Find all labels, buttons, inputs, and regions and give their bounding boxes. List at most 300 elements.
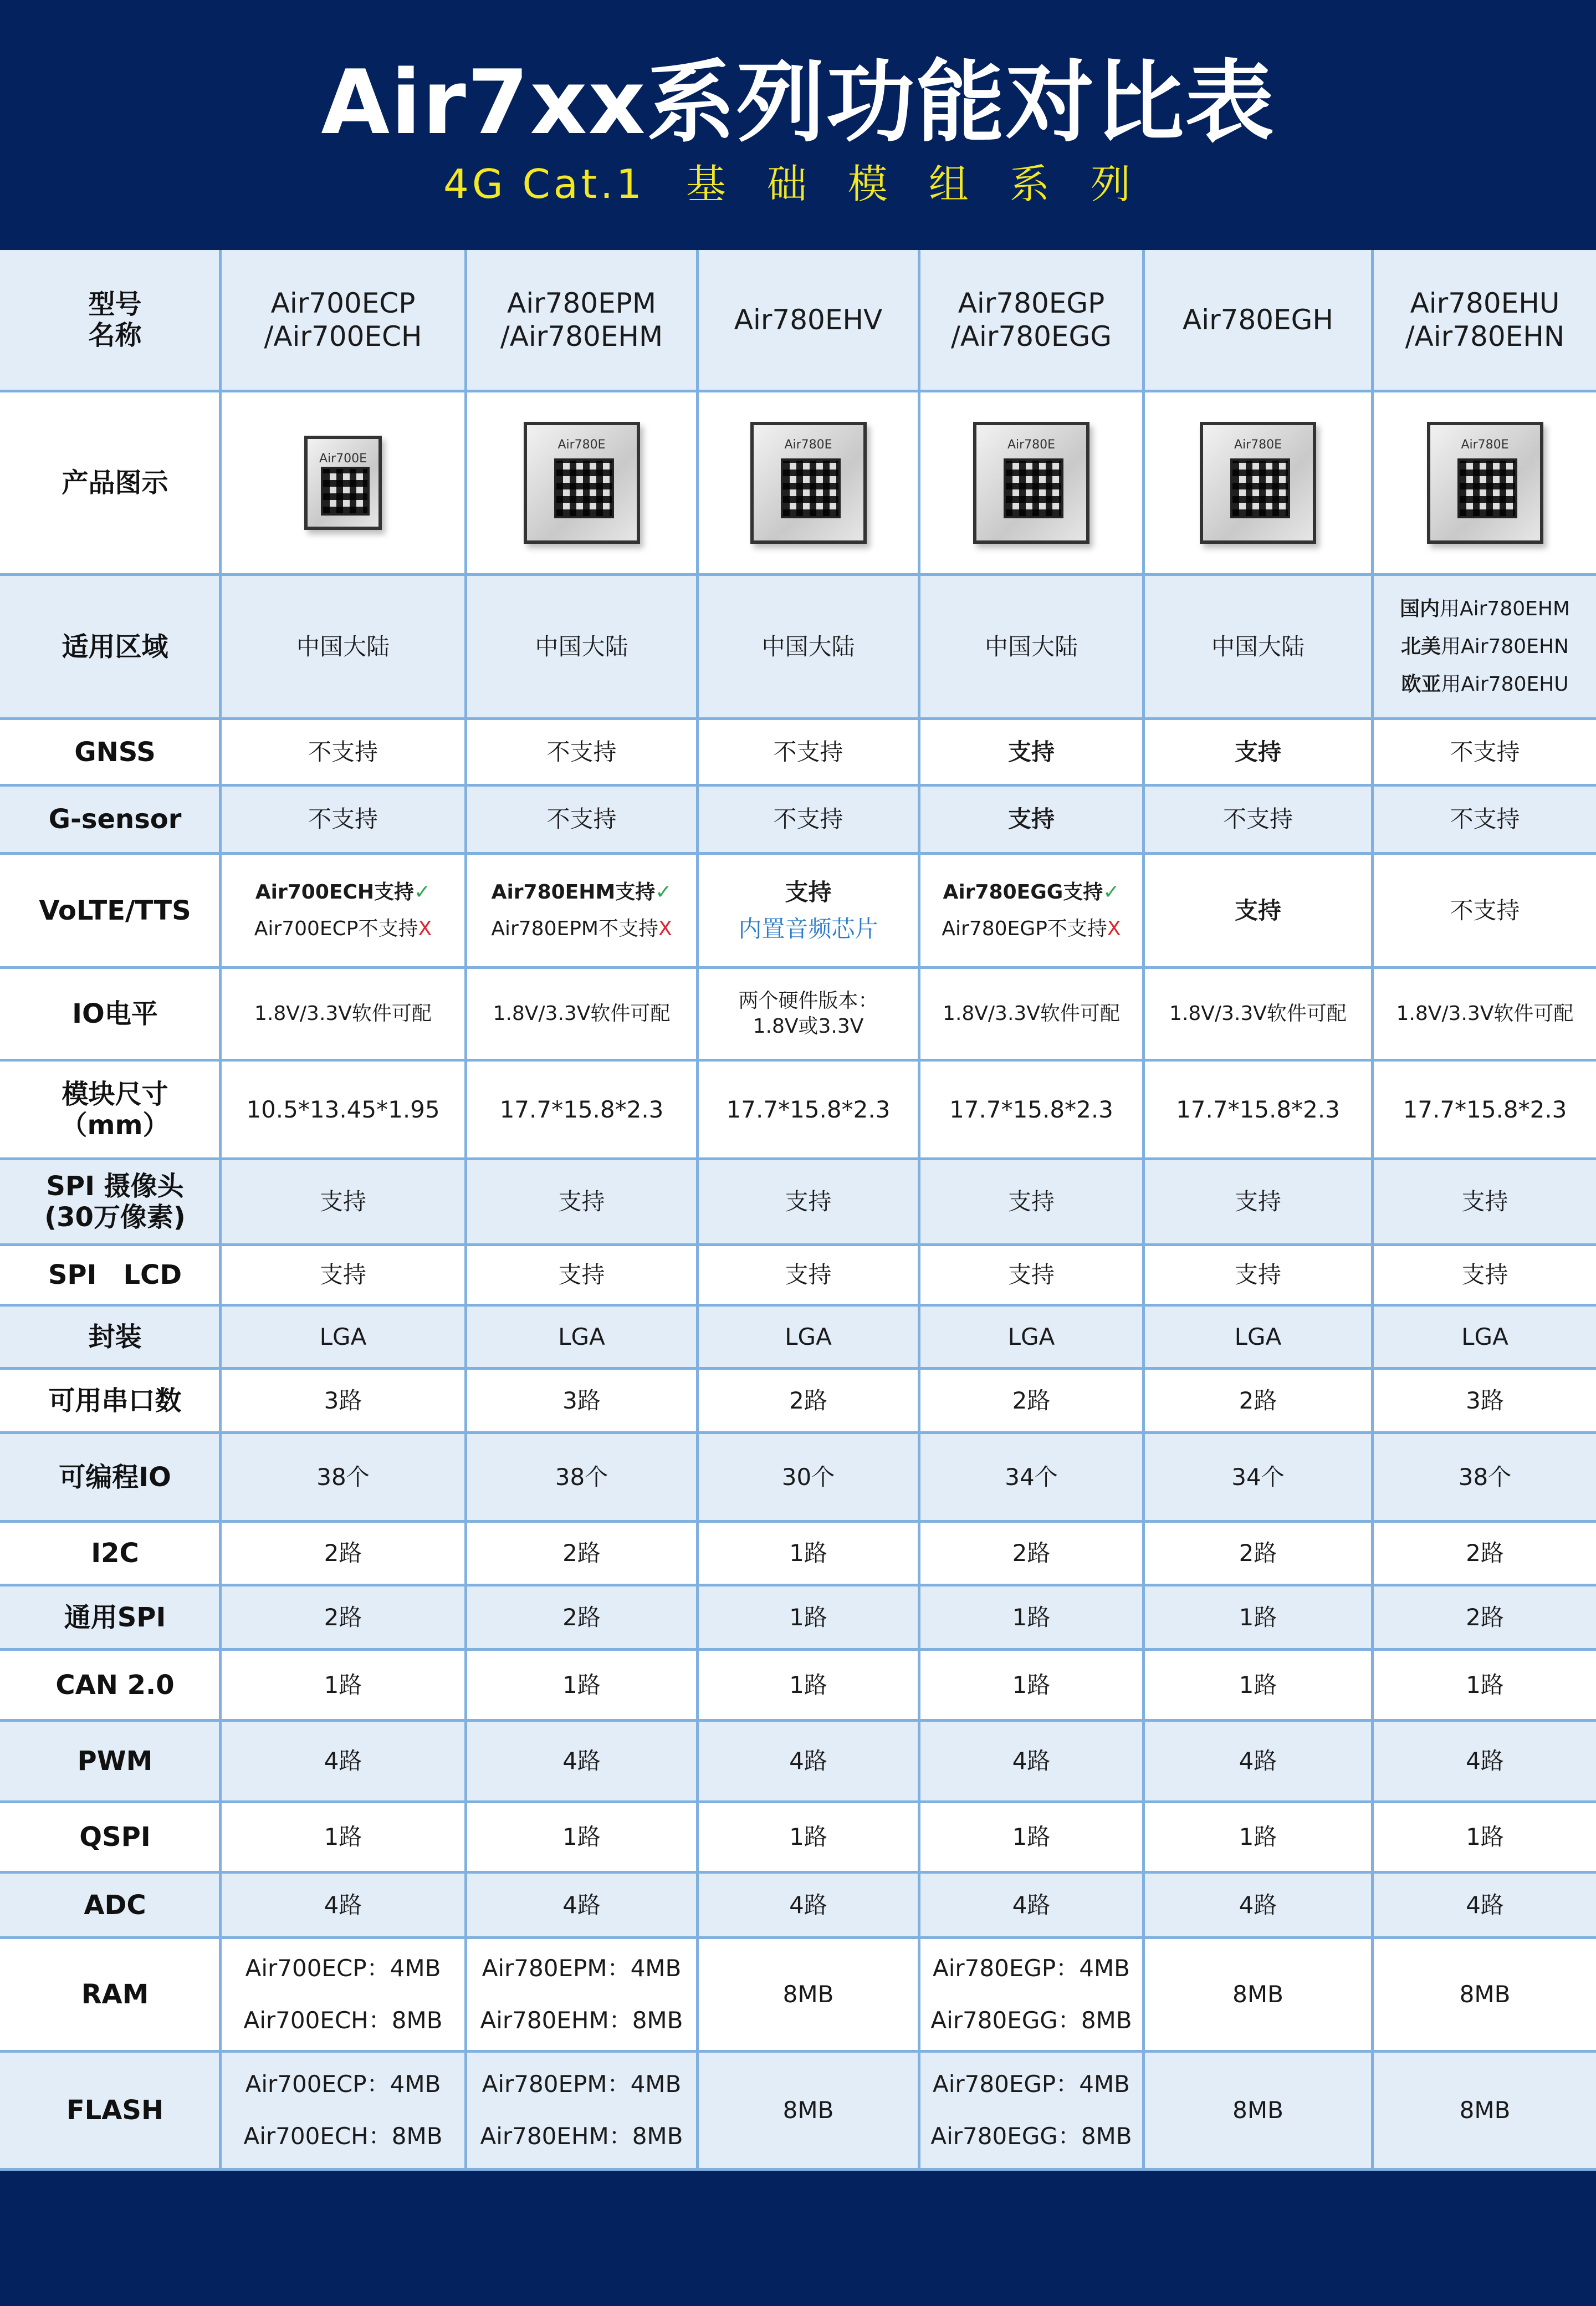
cell-text: 2路 [1239,1386,1277,1414]
qr-code-icon [554,458,614,518]
table-cell [222,1307,467,1370]
cell-line: Air780EGP [958,287,1105,319]
cell-text: 1.8V/3.3V软件可配 [493,1002,671,1025]
region-line [1401,628,1569,666]
cell-line: 名称 [88,320,142,351]
table-cell [920,1939,1145,2053]
cell-text: 中国大陆 [984,632,1078,660]
chip-label: Air780E [557,438,606,452]
table-cell [222,1722,467,1803]
cell-text: Air780EGP：4MB [932,2070,1130,2098]
region-name: 国内 [1399,597,1440,620]
table-cell [920,1370,1145,1434]
table-cell [222,1651,467,1722]
cell-text: 4路 [324,1891,362,1919]
volte-note: 内置音频芯片 [738,915,878,942]
cell-line: /Air780EGG [950,320,1112,353]
cell-text: 3路 [562,1386,601,1414]
cell-text: 中国大陆 [761,632,855,660]
table-cell [1374,1523,1596,1586]
table-cell [699,1307,920,1370]
cell-line: Air780EGH [1182,304,1334,336]
cell-text: 2路 [1466,1539,1504,1567]
cell-text: Air780EGG：8MB [930,2123,1132,2150]
table-cell [1145,576,1374,720]
row-label [0,1062,222,1160]
cell-text: 1.8V/3.3V软件可配 [1169,1002,1347,1025]
volte-support: 支持 [785,878,832,906]
table-cell [920,392,1145,576]
cell-text: 10.5*13.45*1.95 [246,1095,440,1123]
cell-line: 可用串口数 [48,1385,182,1416]
table-row-can [0,1651,1596,1722]
cell-text: 34个 [1005,1463,1058,1491]
table-cell [699,1370,920,1434]
table-cell [467,787,699,855]
table-row-uart [0,1370,1596,1434]
table-row-package [0,1307,1596,1370]
table-row-io [0,969,1596,1062]
table-cell [1145,1803,1374,1874]
table-cell [1145,787,1374,855]
table-cell [467,1939,699,2053]
table-cell [920,1434,1145,1523]
table-row-spi [0,1586,1596,1651]
table-cell [920,1722,1145,1803]
cell-text: Air780EPM：4MB [482,1955,682,1982]
cell-line: G-sensor [48,804,182,835]
check-icon: ✓ [1103,880,1120,904]
table-row-size [0,1062,1596,1160]
cell-text: 1路 [1466,1671,1504,1698]
row-label [0,1722,222,1803]
volte-unsupport-text: Air780EGP不支持 [942,917,1107,940]
row-label [0,1586,222,1651]
table-row-adc [0,1874,1596,1939]
cell-text: LGA [558,1323,605,1350]
table-cell [1145,720,1374,787]
cell-line: 模块尺寸 [62,1078,168,1110]
cell-line: 通用SPI [64,1601,166,1633]
table-cell [1374,250,1596,392]
table-cell [699,392,920,576]
row-label [0,576,222,720]
volte-unsupport-text: Air700ECP不支持 [254,917,418,940]
table-cell [1374,1370,1596,1434]
cell-text: 中国大陆 [1211,632,1305,660]
table-cell [920,855,1145,969]
volte-unsupport [491,911,672,947]
cell-text: 支持 [785,1188,832,1215]
cell-text: 2路 [1012,1386,1051,1414]
cell-text: 1.8V/3.3V软件可配 [1396,1002,1574,1025]
cell-text: 3路 [1466,1386,1504,1414]
check-icon: ✓ [655,880,672,904]
table-cell [222,855,467,969]
table-cell [222,1370,467,1434]
table-cell [1374,855,1596,969]
row-label [0,2053,222,2171]
page-subtitle [0,159,1596,209]
cell-text: 不支持 [308,805,378,833]
module-chip-image [1200,422,1316,544]
cell-text: 4路 [789,1747,827,1774]
row-label [0,1939,222,2053]
cell-line: GNSS [74,736,156,768]
table-cell [222,1434,467,1523]
table-row-ram [0,1939,1596,2053]
volte-unsupport [942,911,1121,947]
table-cell [222,1586,467,1651]
table-cell [920,576,1145,720]
qr-code-icon [1230,458,1290,518]
table-cell [222,720,467,787]
table-cell [1374,1307,1596,1370]
table-cell [467,1370,699,1434]
module-chip-image [973,422,1089,544]
cell-text: 34个 [1231,1463,1285,1491]
volte-support [255,874,431,911]
cell-text: 1路 [1239,1823,1277,1850]
cell-line: Air780EHV [734,304,883,336]
table-cell [467,576,699,720]
table-cell [920,1160,1145,1246]
table-cell [699,1586,920,1651]
table-cell [1374,1434,1596,1523]
table-cell [1145,1874,1374,1939]
table-cell [1145,1651,1374,1722]
table-cell [920,969,1145,1062]
qr-code-icon [1457,458,1517,518]
table-cell [1374,1722,1596,1803]
cell-text: 支持 [319,1188,366,1215]
cell-text: 17.7*15.8*2.3 [1403,1095,1567,1123]
table-cell [699,787,920,855]
cell-text: 2路 [324,1603,362,1631]
table-cell [467,1434,699,1523]
table-row-lcd [0,1246,1596,1307]
table-cell [467,1586,699,1651]
row-label [0,1874,222,1939]
cell-text: 1路 [1012,1823,1051,1850]
table-row-pwm [0,1722,1596,1803]
cell-text: 8MB [1232,1981,1283,2008]
cell-line: /Air780EHN [1405,320,1565,353]
table-cell [920,1874,1145,1939]
cell-text: 17.7*15.8*2.3 [1176,1095,1340,1123]
volte-support-text: Air700ECH支持 [255,880,415,904]
cell-text: 支持 [1234,738,1281,766]
table-cell [1374,787,1596,855]
cell-text: 1路 [324,1671,362,1698]
cell-text: 不支持 [308,738,378,766]
table-cell [699,1160,920,1246]
cell-text: 17.7*15.8*2.3 [499,1095,664,1123]
row-label [0,1803,222,1874]
region-line [1401,666,1568,703]
table-cell [920,1803,1145,1874]
cell-text: Air780EHM：8MB [480,2007,683,2034]
cell-text: 4路 [1239,1891,1277,1919]
cell-text: 不支持 [1222,805,1293,833]
row-label [0,1523,222,1586]
cell-text: 不支持 [1450,805,1520,833]
cell-line: /Air780EHM [500,320,663,353]
table-cell [222,1062,467,1160]
cell-text: 2路 [562,1539,601,1567]
region-model: 用Air780EHU [1441,672,1569,696]
table-cell [1374,1651,1596,1722]
table-cell [920,720,1145,787]
region-name: 北美 [1401,635,1441,658]
volte-support-text: Air780EHM支持 [491,880,656,904]
table-cell [1145,1062,1374,1160]
table-cell [920,1651,1145,1722]
table-row-flash [0,2053,1596,2171]
module-chip-image [304,436,382,530]
subtitle-char: 系 [1009,161,1053,207]
table-cell [699,1434,920,1523]
title-banner [0,0,1596,250]
cell-text: 2路 [789,1386,827,1414]
cell-text: Air700ECH：8MB [243,2007,443,2034]
table-cell [1374,1246,1596,1307]
cell-text: 2路 [1466,1603,1504,1631]
comparison-table [0,250,1596,2171]
region-name: 欧亚 [1401,672,1441,696]
check-icon: ✓ [414,880,431,904]
table-cell [1145,250,1374,392]
cross-icon: X [1107,917,1121,940]
table-row-i2c [0,1523,1596,1586]
cell-text: Air700ECP：4MB [245,2070,441,2098]
cell-text: Air780EHM：8MB [480,2123,683,2150]
cell-line: /Air700ECH [264,320,422,353]
cell-text: LGA [319,1323,367,1350]
cell-text: 2路 [324,1539,362,1567]
cell-text: 支持 [319,1261,366,1288]
cell-text: 不支持 [773,805,843,833]
table-row-header_row [0,250,1596,392]
cell-text: 4路 [562,1747,601,1774]
chip-label: Air780E [1007,438,1056,452]
table-cell [699,720,920,787]
table-cell [1145,1246,1374,1307]
cell-text: 不支持 [546,805,617,833]
cell-text: 1路 [1466,1823,1504,1850]
table-cell [467,2053,699,2171]
cell-text: 中国大陆 [535,632,628,660]
cell-line: 产品图示 [62,467,168,498]
table-cell [467,392,699,576]
table-row-gnss [0,720,1596,787]
cell-text: 4路 [1012,1891,1051,1919]
cell-text: 不支持 [773,738,843,766]
cell-text: 支持 [1461,1188,1508,1215]
cell-line: RAM [81,1979,149,2010]
cell-line: （mm） [60,1109,170,1141]
table-cell [1145,1307,1374,1370]
table-cell [1145,392,1374,576]
cell-line: 适用区域 [62,631,168,662]
table-cell [1374,576,1596,720]
table-cell [920,250,1145,392]
table-cell [222,1246,467,1307]
cell-text: 38个 [1458,1463,1512,1491]
cell-text: 1路 [1239,1671,1277,1698]
table-cell [467,1803,699,1874]
cell-line: Air780EHU [1410,287,1560,319]
cell-text: 4路 [1239,1747,1277,1774]
table-cell [1374,1874,1596,1939]
cell-text: LGA [1007,1323,1055,1350]
cell-text: 1.8V/3.3V软件可配 [254,1002,432,1025]
table-cell [222,969,467,1062]
cell-line: (30万像素) [44,1202,186,1233]
cell-line: ADC [84,1889,146,1921]
row-label [0,392,222,576]
cell-text: 支持 [1007,805,1055,833]
table-cell [222,392,467,576]
table-cell [920,1246,1145,1307]
table-cell [699,1523,920,1586]
table-row-image_row [0,392,1596,576]
row-label [0,787,222,855]
cell-text: 支持 [558,1261,605,1288]
table-row-region [0,576,1596,720]
table-cell [1374,1062,1596,1160]
table-cell [920,1523,1145,1586]
cell-line: 封装 [88,1321,142,1353]
cell-text: 4路 [1012,1747,1051,1774]
cell-text: 2路 [562,1603,601,1631]
table-cell [1374,1160,1596,1246]
table-cell [699,2053,920,2171]
table-cell [467,1722,699,1803]
cell-text: 支持 [1234,896,1281,924]
cell-text: LGA [1234,1323,1282,1350]
cell-line: CAN 2.0 [55,1669,175,1701]
volte-support [943,874,1120,911]
cell-text: 4路 [1466,1747,1504,1774]
cell-line: PWM [77,1746,153,1777]
cell-line: SPI LCD [48,1259,182,1290]
cell-text: 4路 [789,1891,827,1919]
cell-line: 可编程IO [59,1461,171,1493]
cell-text: 1.8V或3.3V [753,1015,864,1038]
table-cell [467,1523,699,1586]
cell-text: 1路 [1012,1671,1051,1698]
row-label [0,969,222,1062]
cell-text: 不支持 [546,738,617,766]
table-cell [920,1586,1145,1651]
cell-text: 支持 [558,1188,605,1215]
cell-text: 30个 [781,1463,835,1491]
table-cell [1374,1939,1596,2053]
cell-line: VoLTE/TTS [39,895,191,926]
cell-text: 8MB [1232,2096,1283,2124]
cell-text: 4路 [562,1891,601,1919]
cell-text: 1路 [562,1671,601,1698]
table-cell [222,576,467,720]
cell-text: 支持 [1234,1261,1281,1288]
table-cell [1145,1434,1374,1523]
table-cell [920,1307,1145,1370]
table-cell [1145,855,1374,969]
table-cell [699,1874,920,1939]
subtitle-prefix: 4G Cat.1 [443,161,645,207]
table-cell [1145,1722,1374,1803]
cross-icon: X [418,917,432,940]
volte-unsupport-text: Air780EPM不支持 [491,917,658,940]
cell-text: 不支持 [1450,738,1520,766]
table-cell [222,1874,467,1939]
cell-text: 支持 [1007,738,1055,766]
cell-text: 17.7*15.8*2.3 [949,1095,1113,1123]
table-cell [222,787,467,855]
subtitle-char: 列 [1090,161,1134,207]
table-cell [467,1874,699,1939]
cell-text: Air780EGG：8MB [930,2007,1132,2034]
table-cell [222,2053,467,2171]
table-cell [920,2053,1145,2171]
footer-band [0,2171,1596,2306]
row-label [0,1307,222,1370]
cell-text: 两个硬件版本： [738,989,878,1012]
table-cell [467,1062,699,1160]
chip-label: Air700E [319,452,367,466]
volte-unsupport [254,911,432,947]
table-cell [1374,2053,1596,2171]
table-cell [699,250,920,392]
table-cell [699,1939,920,2053]
cell-text: 1路 [789,1823,827,1850]
table-cell [1145,1586,1374,1651]
cell-text: 2路 [1012,1539,1051,1567]
table-cell [467,1160,699,1246]
cell-text: Air780EGP：4MB [932,1955,1130,1982]
row-label [0,1160,222,1246]
table-cell [1374,392,1596,576]
cell-text: Air780EPM：4MB [482,2070,682,2098]
region-model: 用Air780EHM [1439,597,1571,620]
cell-text: Air700ECH：8MB [243,2123,443,2150]
table-cell [222,1523,467,1586]
table-cell [1145,1523,1374,1586]
table-row-volte [0,855,1596,969]
chip-label: Air780E [784,438,832,452]
cell-text: 支持 [785,1261,832,1288]
cell-text: 4路 [324,1747,362,1774]
table-cell [699,1062,920,1160]
cell-text: LGA [785,1323,832,1350]
cell-text: 1路 [1012,1603,1051,1631]
table-cell [222,250,467,392]
subtitle-char: 基 [686,161,729,207]
cell-line: SPI 摄像头 [46,1171,184,1202]
table-cell [467,1307,699,1370]
region-model: 用Air780EHN [1441,635,1569,658]
cell-text: 1路 [324,1823,362,1850]
module-chip-image [750,422,867,544]
table-cell [222,1160,467,1246]
table-cell [699,1722,920,1803]
subtitle-char: 础 [766,161,810,207]
cell-text: 支持 [1007,1261,1055,1288]
cell-line: QSPI [79,1822,151,1853]
table-cell [467,855,699,969]
qr-code-icon [321,467,370,516]
